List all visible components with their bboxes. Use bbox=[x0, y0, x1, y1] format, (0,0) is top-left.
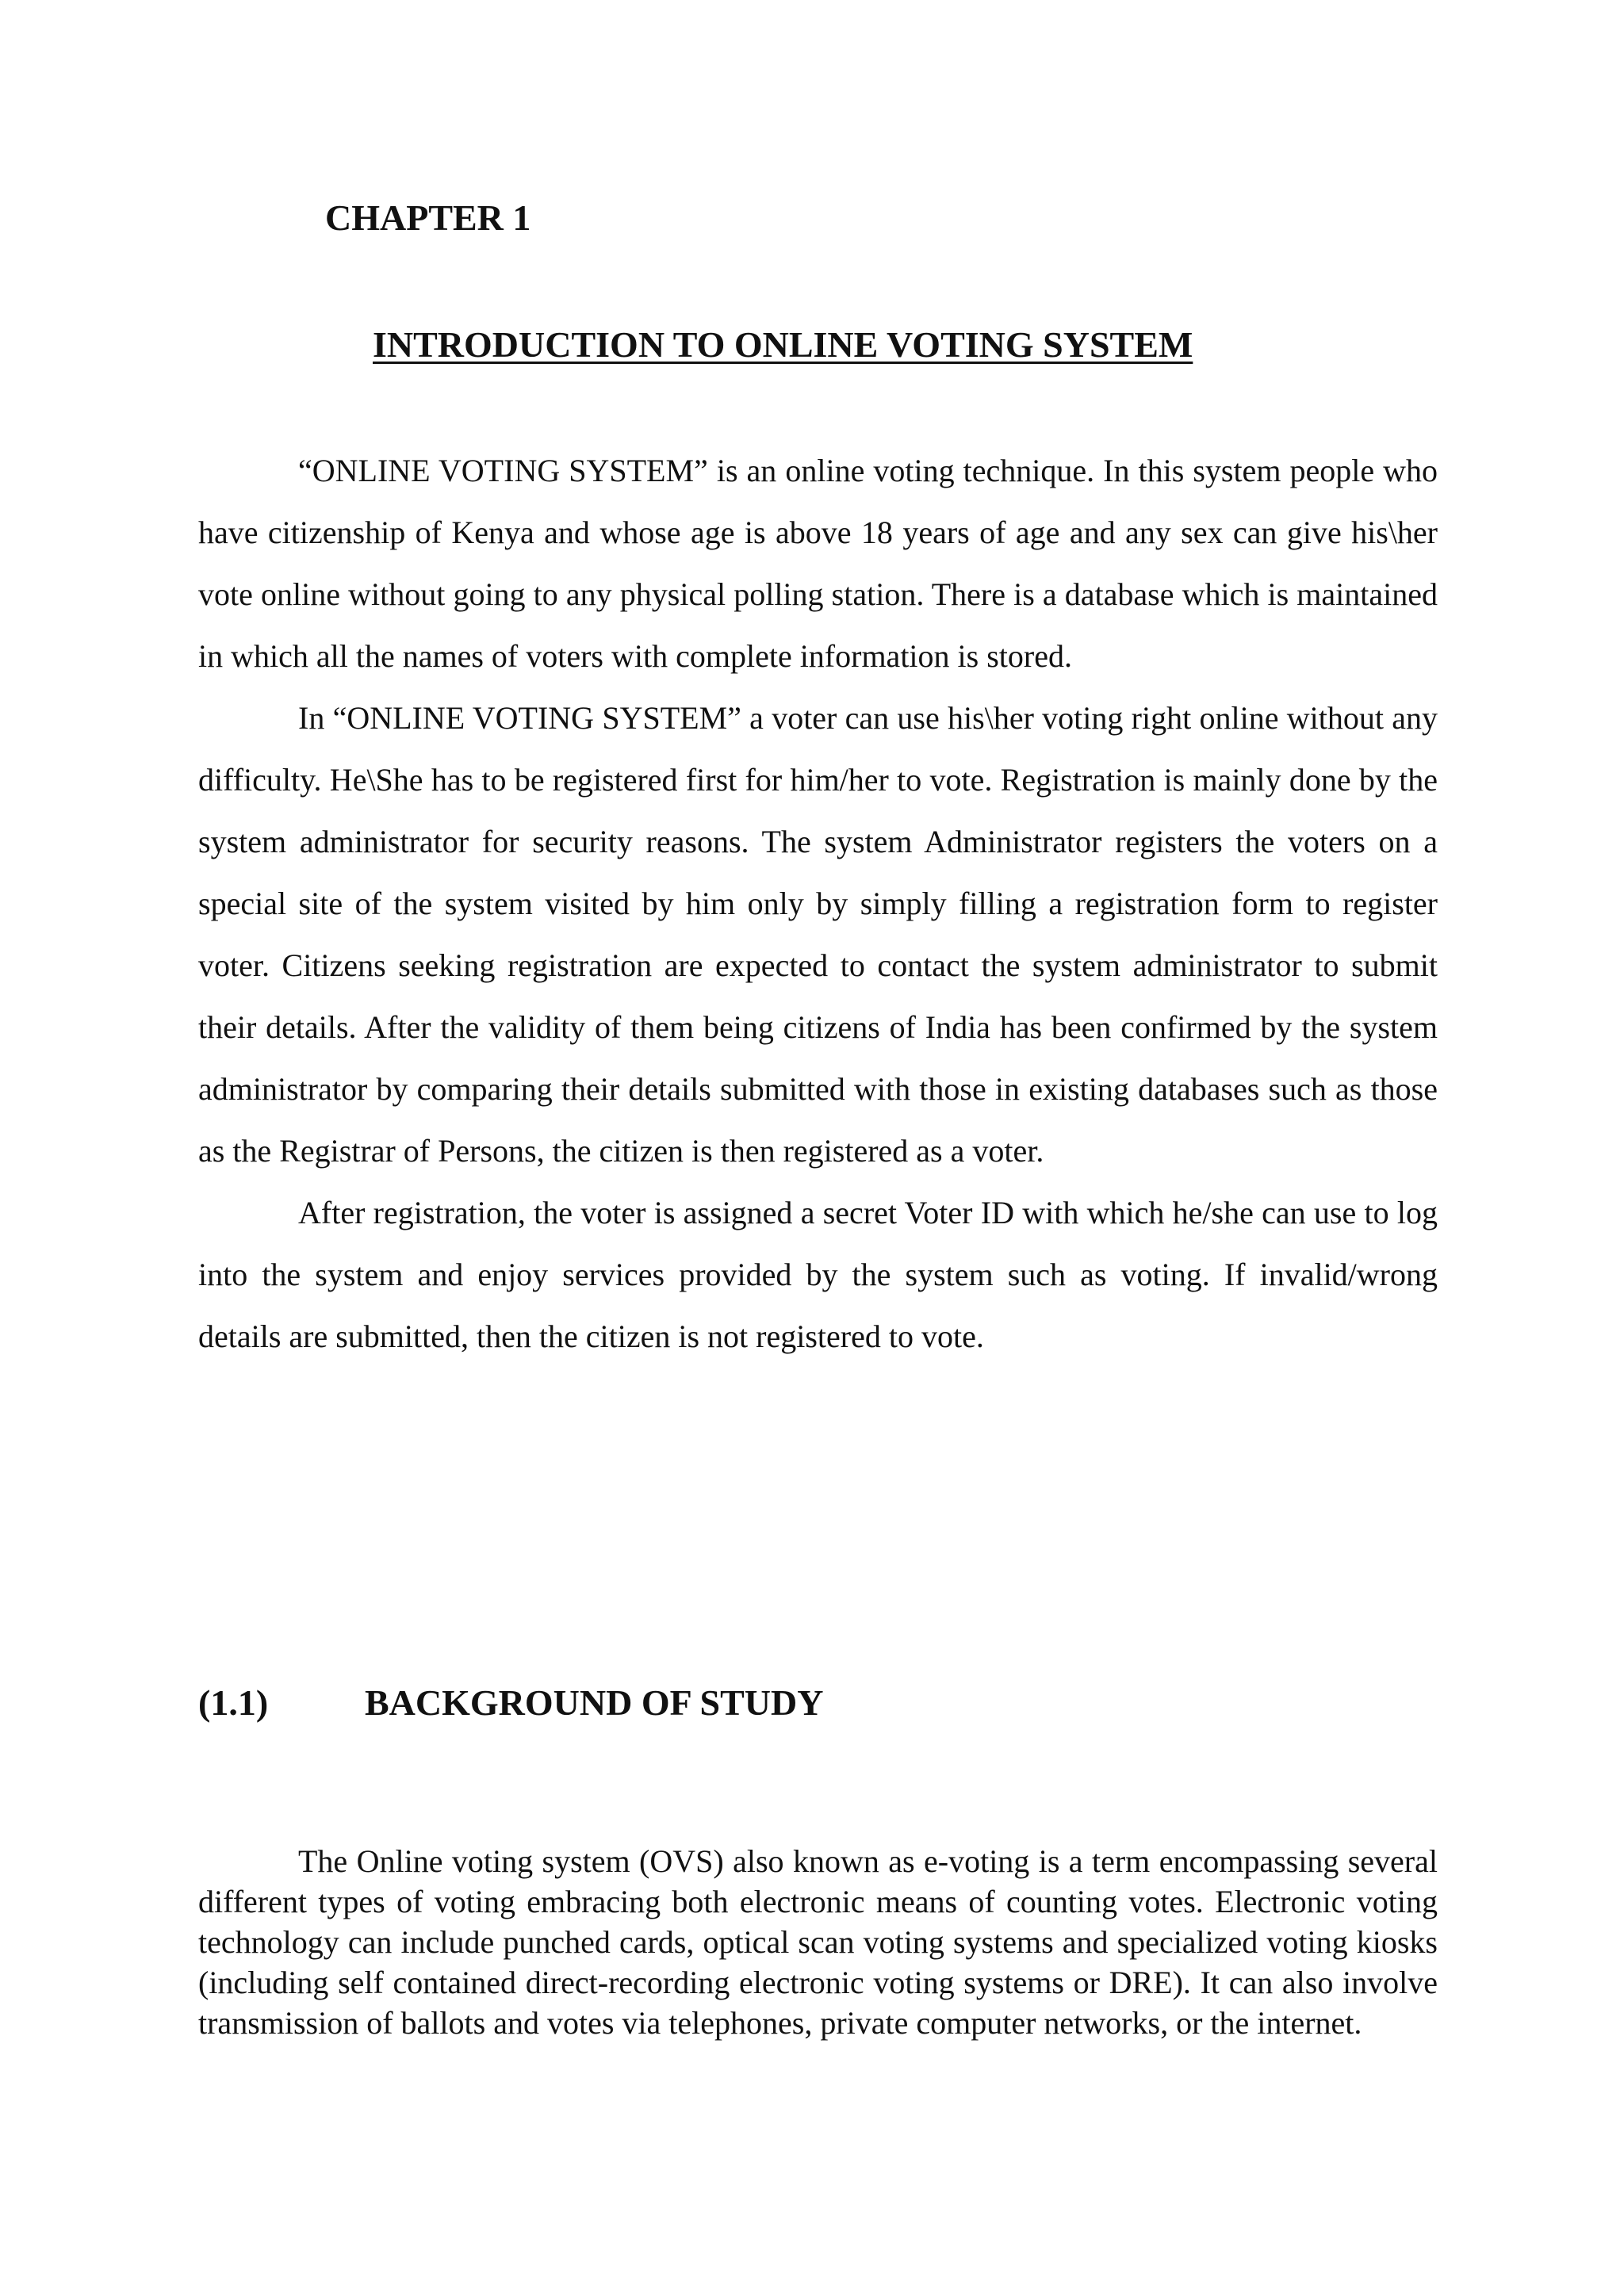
intro-paragraph-3: After registration, the voter is assigned a secret Voter ID with which he/she can use to log into the system and enjoy services provided by the system such as voting. If invalid/wrong details are submitted, then the citizen is not registered to vote. bbox=[198, 1195, 1438, 1354]
section-heading bbox=[198, 1679, 823, 1727]
background-paragraph: The Online voting system (OVS) also known as e-voting is a term encompassing several different types of voting embracing both electronic means of counting votes. Electronic voting technology can include punched cards, optical scan voting systems and specialized voting kiosks (including self contained direct-recording electronic voting systems or DRE). It can also involve transmission of ballots and votes via telephones, private computer networks, or the internet. bbox=[198, 1843, 1438, 2041]
chapter-label: CHAPTER 1 bbox=[325, 197, 531, 238]
background-section bbox=[198, 1841, 1438, 2043]
intro-paragraph-1: “ONLINE VOTING SYSTEM” is an online voting technique. In this system people who have citizenship of Kenya and whose age is above 18 years of age and any sex can give his\her vote online without going to any physical polling station. There is a database which is maintained in which all the names of voters with complete information is stored. bbox=[198, 453, 1438, 674]
page-title: INTRODUCTION TO ONLINE VOTING SYSTEM bbox=[373, 324, 1193, 365]
intro-paragraph-2: In “ONLINE VOTING SYSTEM” a voter can use his\her voting right online without any difficulty. He\She has to be registered first for him/her to vote. Registration is mainly done by the system administrator for security reasons. The system Administrator registers the voters on a special site of the system visited by him only by simply filling a registration form to register voter. Citizens seeking registration are expected to contact the system administrator to submit their details. After the validity of them being citizens of India has been confirmed by the system administrator by comparing their details submitted with those in existing databases such as those as the Registrar of Persons, the citizen is then registered as a voter. bbox=[198, 700, 1438, 1169]
intro-section bbox=[198, 440, 1438, 1368]
section-title: BACKGROUND OF STUDY bbox=[365, 1682, 824, 1723]
section-number: (1.1) bbox=[198, 1682, 269, 1723]
